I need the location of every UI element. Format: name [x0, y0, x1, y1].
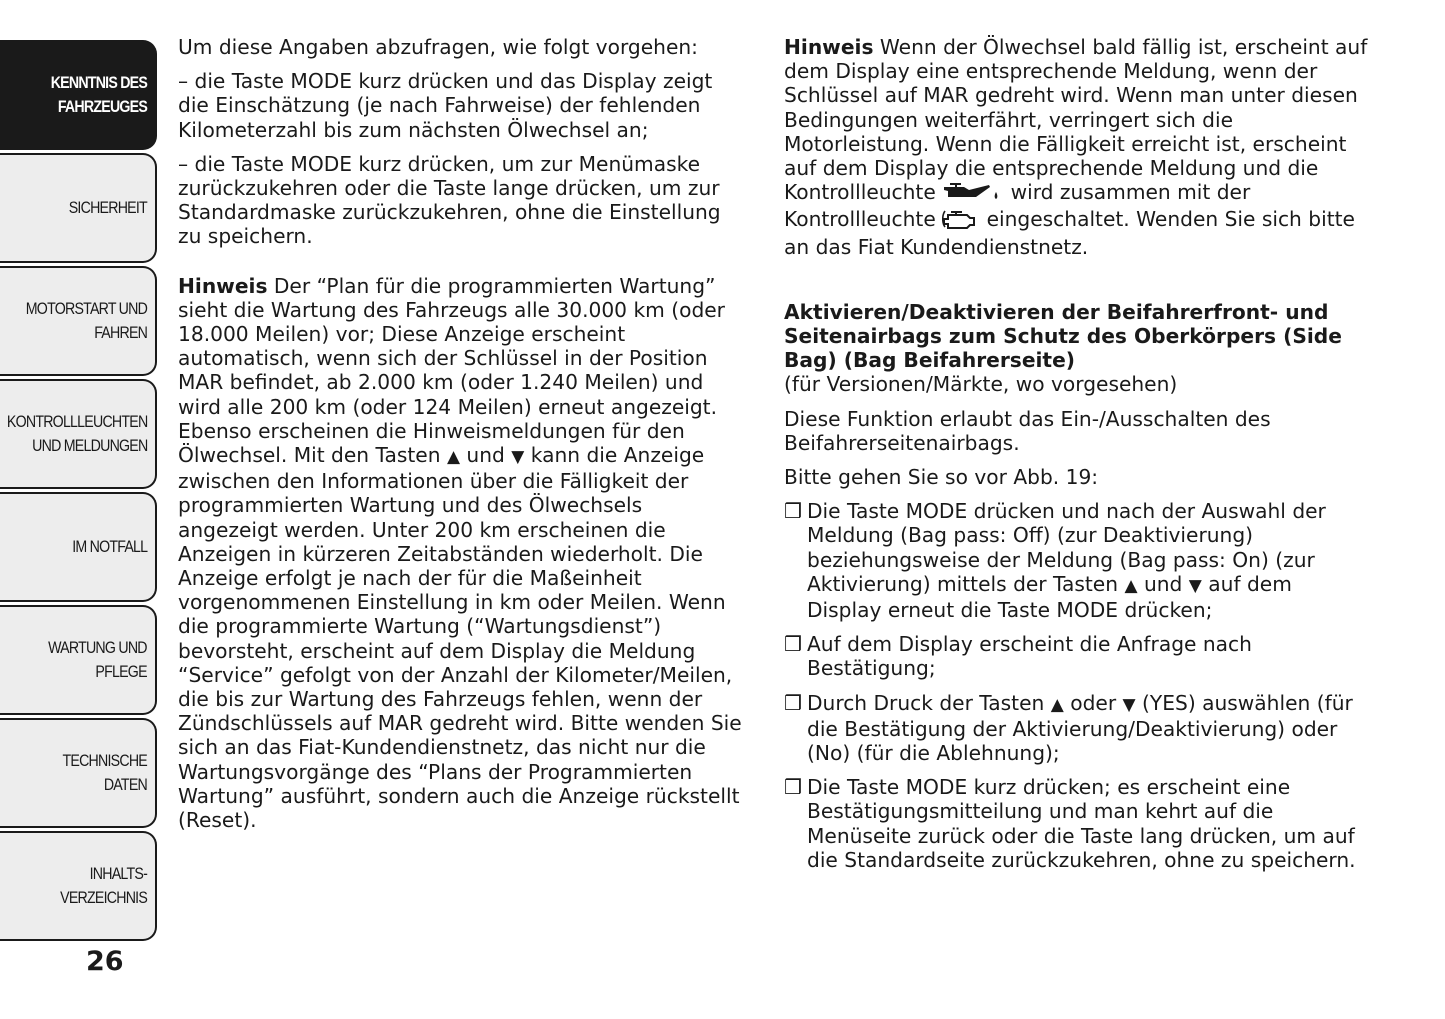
page-number: 26 [86, 946, 124, 977]
list-text: und [1137, 571, 1189, 596]
paragraph-note-oil [784, 35, 1370, 259]
checkbox-icon: ❒ [784, 632, 803, 657]
list-text: Durch Druck der Tasten [807, 690, 1051, 715]
engine-check-warning-icon [942, 209, 980, 234]
tab-label: TECHNISCHE DATEN [62, 752, 147, 794]
note-text: eingeschaltet. Wenden Sie sich bitte an das Fiat Kundendienstnetz. [784, 207, 1355, 259]
paragraph-intro: Um diese Angaben abzufragen, wie folgt vorgehen: [178, 35, 698, 59]
tab-im-notfall[interactable] [0, 492, 157, 602]
note-label: Hinweis [178, 273, 268, 298]
tab-label: MOTORSTART UND FAHREN [25, 300, 147, 342]
up-arrow-icon: ▲ [446, 447, 461, 468]
right-column [784, 35, 1370, 872]
down-arrow-icon: ▼ [511, 447, 525, 468]
list-text: (YES) auswählen (für die Bestätigung der Aktivierung/Deaktivierung) oder (No) (für die Ablehnung); [807, 690, 1353, 766]
list-item [784, 691, 1370, 766]
paragraph-note-maintenance [178, 274, 748, 833]
tab-wartung-und-pflege[interactable] [0, 605, 157, 715]
note-text: und [460, 443, 512, 468]
tab-inhaltsverzeichnis[interactable] [0, 831, 157, 941]
list-text: Die Taste MODE kurz drücken; es erscheint eine Bestätigungsmitteilung und man kehrt auf die Menüseite zurück oder die Taste lang drücken, um auf die Standardseite zurückzukehren, ohne zu speichern. [807, 775, 1356, 872]
paragraph-step-1: – die Taste MODE kurz drücken und das Display zeigt die Einschätzung (je nach Fahrweise) der fehlenden Kilometerzahl bis zum nächsten Ölwechsel an; [178, 69, 713, 142]
list-item [784, 775, 1370, 872]
section-heading: Aktivieren/Deaktivieren der Beifahrerfront- und Seitenairbags zum Schutz des Oberkörpers (Side Bag) (Bag Beifahrerseite) [784, 299, 1342, 373]
tab-label: SICHERHEIT [68, 199, 147, 217]
down-arrow-icon: ▼ [1122, 694, 1136, 715]
list-item [784, 499, 1370, 622]
tab-label: KONTROLLLEUCHTEN UND MELDUNGEN [6, 413, 147, 455]
down-arrow-icon: ▼ [1188, 575, 1202, 596]
list-text: oder [1063, 690, 1123, 715]
list-text: Auf dem Display erscheint die Anfrage nach Bestätigung; [807, 632, 1252, 681]
chapter-tabs [0, 40, 157, 944]
note-text: Der “Plan für die programmierten Wartung” sieht die Wartung des Fahrzeugs alle 30.000 km (oder 18.000 Meilen) vor; Diese Anzeige erscheint automatisch, wenn sich der Schlüssel in der Position MAR befindet, ab 2.000 km (oder 1.240 Meilen) und wird alle 200 km (oder 124 Meilen) erneut angezeigt. Ebenso erscheinen die Hinweismeldungen für den Ölwechsel. Mit den Tasten [178, 273, 725, 468]
up-arrow-icon: ▲ [1124, 575, 1138, 596]
tab-label: IM NOTFALL [71, 538, 147, 556]
tab-label: KENNTNIS DES FAHRZEUGES [50, 74, 147, 116]
note-text: wird zusammen mit der Kontrollleuchte [784, 180, 1251, 232]
tab-technische-daten[interactable] [0, 718, 157, 828]
note-text: kann die Anzeige zwischen den Informationen über die Fälligkeit der programmierten Wartung und des Ölwechsels angezeigt werden. Unter 200 km erscheinen die Anzeigen in kürzeren Zeitabständen wiederholt. Die Anzeige erfolgt je nach der für die Maßeinheit vorgenommenen Einstellung in km oder Meilen. Wenn die programmierte Wartung (“Wartungsdienst”) bevorsteht, erscheint auf dem Display die Meldung “Service” gefolgt von der Anzahl der Kilometer/Meilen, die bis zur Wartung des Fahrzeugs fehlen, wenn der Zündschlüssels auf MAR gedreht wird. Bitte wenden Sie sich an das Fiat-Kundendienstnetz, das nicht nur die Wartungsvorgänge des “Plans der Programmierten Wartung” ausführt, sondern auch die Anzeige rückstellt (Reset). [178, 443, 742, 833]
note-text: Wenn der Ölwechsel bald fällig ist, erscheint auf dem Display eine entsprechende Meldung, wenn der Schlüssel auf MAR gedreht wird. Wenn man unter diesen Bedingungen weiterfährt, verringert sich die Motorleistung. Wenn die Fälligkeit erreicht ist, erscheint auf dem Display die entsprechende Meldung und die Kontrollleuchte [784, 35, 1368, 205]
checkbox-icon: ❒ [784, 499, 803, 524]
list-text: Die Taste MODE drücken und nach der Auswahl der Meldung (Bag pass: Off) (zur Deaktivierung) beziehungsweise der Meldung (Bag pass: On) (zur Aktivierung) mittels der Tasten [807, 499, 1326, 596]
tab-motorstart-und-fahren[interactable] [0, 266, 157, 376]
checkbox-icon: ❒ [784, 775, 803, 800]
note-label: Hinweis [784, 35, 874, 59]
left-column [178, 35, 748, 832]
section-subheading: (für Versionen/Märkte, wo vorgesehen) [784, 372, 1178, 397]
tab-sicherheit[interactable] [0, 153, 157, 263]
paragraph-steps-intro: Bitte gehen Sie so vor Abb. 19: [784, 465, 1099, 490]
list-text: auf dem Display erneut die Taste MODE drücken; [807, 571, 1292, 623]
paragraph-function: Diese Funktion erlaubt das Ein-/Ausschalten des Beifahrerseitenairbags. [784, 406, 1271, 455]
up-arrow-icon: ▲ [1050, 694, 1064, 715]
tab-kenntnis-des-fahrzeuges[interactable] [0, 40, 157, 150]
checkbox-icon: ❒ [784, 690, 803, 715]
list-item [784, 632, 1370, 680]
oil-pressure-warning-icon [942, 182, 1004, 207]
tab-kontrollleuchten[interactable] [0, 379, 157, 489]
tab-label: WARTUNG UND PFLEGE [48, 639, 147, 681]
paragraph-step-2: – die Taste MODE kurz drücken, um zur Menümaske zurückzukehren oder die Taste lange drücken, um zur Standardmaske zurückzukehren, ohne die Einstellung zu speichern. [178, 151, 721, 249]
tab-label: INHALTS- VERZEICHNIS [60, 865, 147, 907]
